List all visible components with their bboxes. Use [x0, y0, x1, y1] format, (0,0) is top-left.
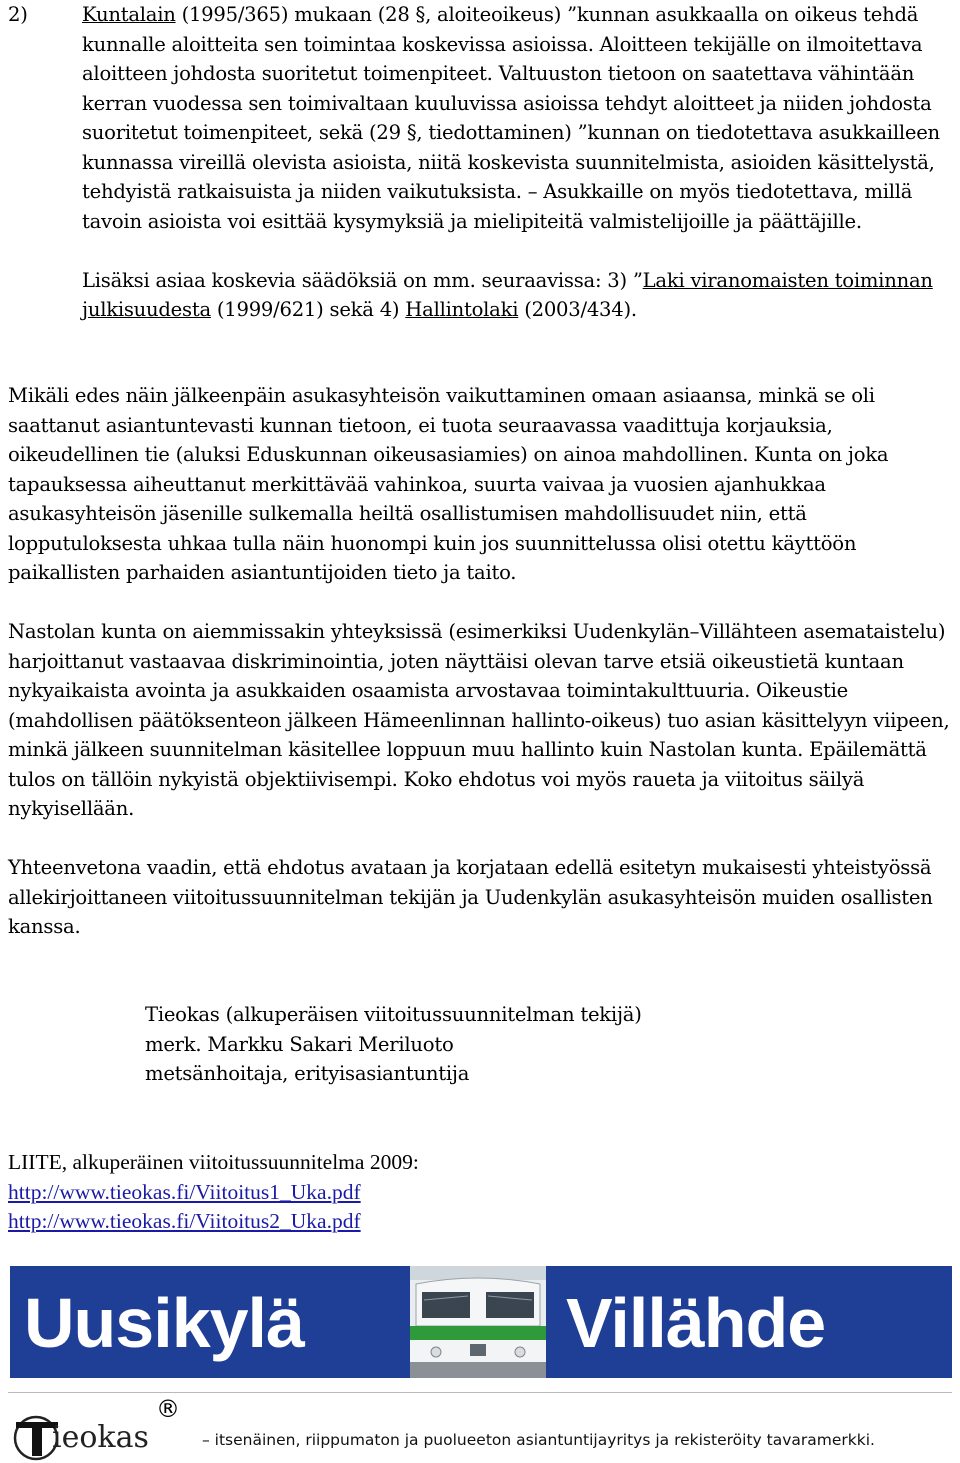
attachment-block: [8, 1148, 948, 1237]
banner-word-uusikyla: Uusikylä: [24, 1284, 304, 1362]
attachment-link-2[interactable]: http://www.tieokas.fi/Viitoitus2_Uka.pdf: [8, 1209, 361, 1233]
signature-block: [145, 1000, 845, 1089]
paragraph-nastolan-kunta: Nastolan kunta on aiemmissakin yhteyksissä (esimerkiksi Uudenkylän–Villähteen asemataistelu) harjoittanut vastaavaa diskriminointia, joten näyttäisi olevan tarve etsiä oikeustietä kuntaan nykyaikaista avointa ja asukkaiden osaamista arvostavaa toimintakulttuuria. Oikeustie (mahdollisen päätöksenteon jälkeen Hämeenlinnan hallinto-oikeus) tuo asian käsittelyyn viipeen, minkä jälkeen suunnitelman käsitellee loppuun muu hallinto kuin Nastolan kunta. Epäilemättä tulos on tällöin nykyistä objektiivisempi. Koko ehdotus voi myös raueta ja viitoitus säilyä nykyisellään.: [8, 620, 950, 820]
attachment-label: LIITE, alkuperäinen viitoitussuunnitelma 2009:: [8, 1150, 419, 1174]
footer-tagline: – itsenäinen, riippumaton ja puolueeton asiantuntijayritys ja rekisteröity tavaramerkki.: [202, 1431, 875, 1449]
kuntalaki-paragraph: [82, 0, 960, 236]
footer-divider: [8, 1392, 952, 1393]
list-number: 2): [8, 3, 28, 26]
banner-right-panel: [546, 1266, 952, 1378]
saadokset-paragraph: [82, 266, 960, 325]
signature-title: metsänhoitaja, erityisasiantuntija: [145, 1062, 470, 1085]
attachment-link-1[interactable]: http://www.tieokas.fi/Viitoitus1_Uka.pdf: [8, 1179, 361, 1204]
list-body: [82, 0, 960, 325]
signature-company: Tieokas (alkuperäisen viitoitussuunnitelman tekijä): [145, 1003, 642, 1026]
banner-left-panel: [10, 1266, 410, 1378]
link-hallintolaki[interactable]: Hallintolaki: [405, 298, 519, 321]
station-banner: [10, 1266, 952, 1378]
link-kuntalain[interactable]: Kuntalain: [82, 3, 176, 26]
logo-wordmark: ieokas: [52, 1420, 149, 1455]
banner-word-villahde: Villähde: [566, 1284, 826, 1362]
paragraph-yhteenveto: Yhteenvetona vaadin, että ehdotus avataan ja korjataan edellä esitetyn mukaisesti yhteistyössä allekirjoittaneen viitoitussuunnitelman tekijän ja Uudenkylän asukasyhteisön muiden osallisten kanssa.: [8, 856, 933, 938]
train-image: [410, 1266, 546, 1378]
paragraph-oikeudellinen-tie: Mikäli edes näin jälkeenpäin asukasyhteisön vaikuttaminen omaan asiaansa, minkä se oli saattanut asiantuntevasti kunnan tietoon, ei tuota seuraavassa vaadittuja korjauksia, oikeudellinen tie (aluksi Eduskunnan oikeusasiamies) on ainoa mahdollinen. Kunta on joka tapauksessa aiheuttanut merkittävää vahinkoa, suurta vaivaa ja vuosien ajanhukkaa asukasyhteisön jäsenille sulkemalla heiltä osallistumisen mahdollisuudet niin, että lopputuloksesta uhkaa tulla näin huonompi kuin jos suunnittelussa olisi otettu käyttöön paikallisten parhaiden asiantuntijoiden tieto ja taito.: [8, 384, 889, 584]
saadokset-text-b: (1999/621) sekä 4): [210, 298, 406, 321]
registered-mark: ®: [156, 1395, 180, 1423]
kuntalaki-text: (1995/365) mukaan (28 §, aloiteoikeus) ”kunnan asukkaalla on oikeus tehdä kunnalle aloitteita sen toimintaa koskevissa asioissa. Aloitteen tekijälle on ilmoitettava aloitteen johdosta suoritetut toimenpiteet. Valtuuston tietoon on saatettava vähintään kerran vuodessa sen toimivaltaan kuuluvissa asioissa tehdyt aloitteet ja niiden johdosta suoritetut toimenpiteet, sekä (29 §, tiedottaminen) ”kunnan on tiedotettava asukkailleen kunnassa vireillä olevista asioista, niitä koskevista suunnitelmista, asioiden käsittelystä, tehdyistä ratkaisuista ja niiden vaikutuksista. – Asukkaille on myös tiedotettava, millä tavoin asioista voi esittää kysymyksiä ja mielipiteitä valmistelijoille ja päättäjille.: [82, 3, 940, 233]
saadokset-text-a: Lisäksi asiaa koskevia säädöksiä on mm. seuraavissa: 3) ”: [82, 268, 643, 292]
signature-name: merk. Markku Sakari Meriluoto: [145, 1032, 454, 1056]
list-item-2: [0, 0, 960, 360]
saadokset-text-c: (2003/434).: [518, 298, 637, 321]
link-laki-julkisuudesta[interactable]: Laki viranomaisten toiminnan julkisuudesta: [82, 268, 933, 321]
